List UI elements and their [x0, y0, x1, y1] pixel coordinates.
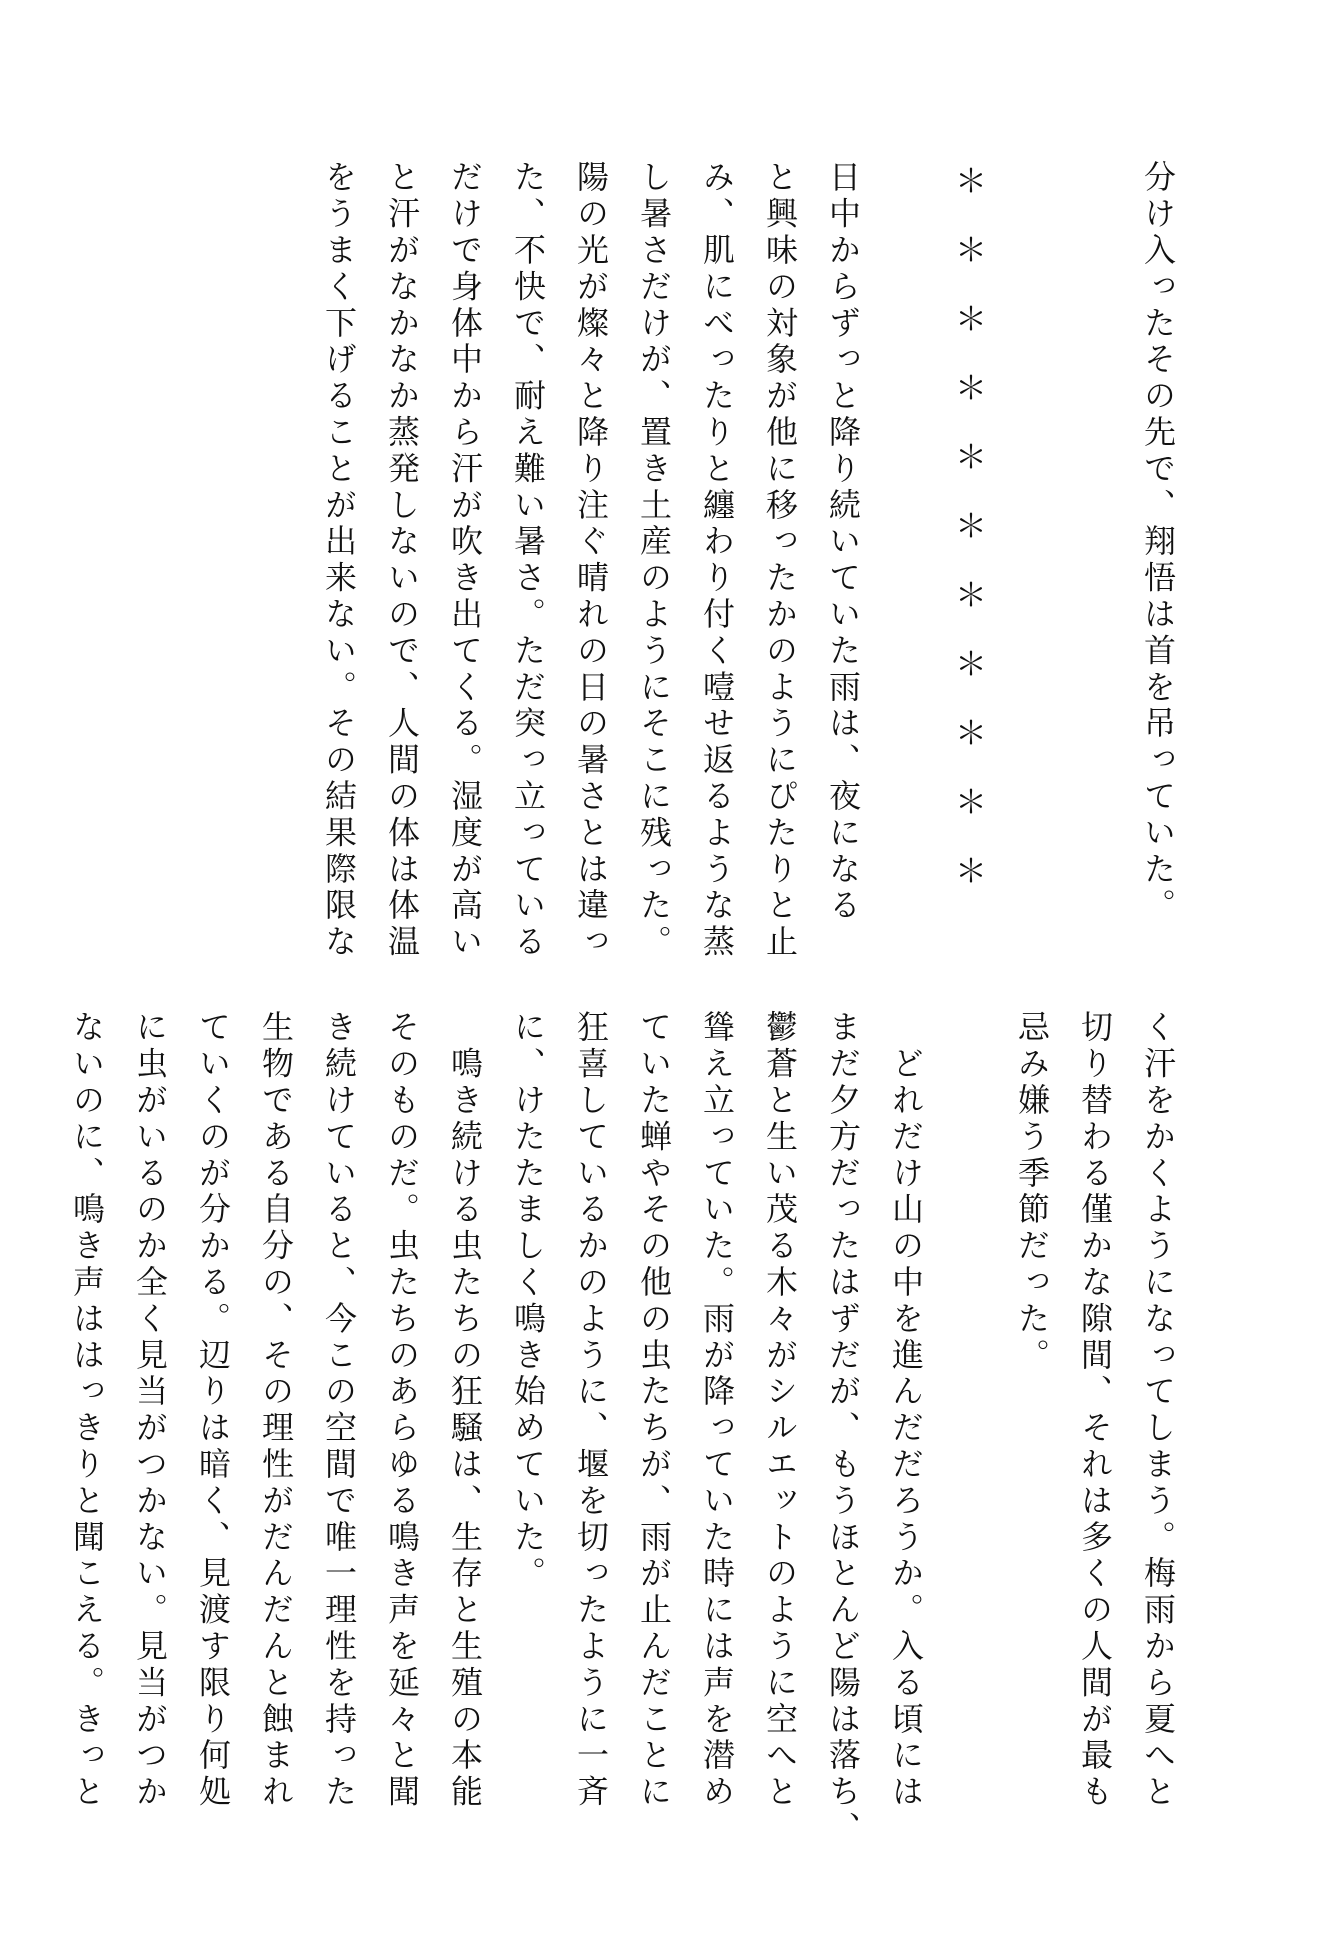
- text-column: ないのに、鳴き声ははっきりと聞こえる。きっと: [68, 1010, 106, 1811]
- text-column: ていた蝉やその他の虫たちが、雨が止んだことに: [635, 1010, 673, 1811]
- upper-text-band: [118, 160, 1177, 961]
- text-column: み、肌にべったりと纏わり付く噎せ返るような蒸: [698, 160, 736, 961]
- text-column: た、不快で、耐え難い暑さ。ただ突っ立っている: [509, 160, 547, 961]
- text-column: をうまく下げることが出来ない。その結果際限な: [320, 160, 358, 961]
- text-column: と汗がなかなか蒸発しないので、人間の体は体温: [383, 160, 421, 961]
- text-column: そのものだ。虫たちのあらゆる鳴き声を延々と聞: [383, 1010, 421, 1811]
- text-column: し暑さだけが、置き土産のようにそこに残った。: [635, 160, 673, 961]
- text-column: 切り替わる僅かな隙間、それは多くの人間が最も: [1076, 1010, 1114, 1811]
- text-column: 鳴き続ける虫たちの狂騒は、生存と生殖の本能: [446, 1010, 484, 1811]
- text-column: く汗をかくようになってしまう。梅雨から夏へと: [1139, 1010, 1177, 1811]
- text-column: 分け入ったその先で、翔悟は首を吊っていた。: [1139, 160, 1177, 925]
- text-column: 陽の光が燦々と降り注ぐ晴れの日の暑さとは違っ: [572, 160, 610, 961]
- text-column: き続けていると、今この空間で唯一理性を持った: [320, 1010, 358, 1811]
- text-column: だけで身体中から汗が吹き出てくる。湿度が高い: [446, 160, 484, 961]
- text-column: ていくのが分かる。辺りは暗く、見渡す限り何処: [194, 1010, 232, 1811]
- text-column: に虫がいるのか全く見当がつかない。見当がつか: [131, 1010, 169, 1811]
- text-column: 狂喜しているかのように、堰を切ったように一斉: [572, 1010, 610, 1811]
- text-column: 忌み嫌う季節だった。: [1013, 1010, 1051, 1374]
- text-column: まだ夕方だったはずだが、もうほとんど陽は落ち、: [824, 1010, 862, 1848]
- text-column: 聳え立っていた。雨が降っていた時には声を潜め: [698, 1010, 736, 1811]
- text-column: と興味の対象が他に移ったかのようにぴたりと止: [761, 160, 799, 961]
- scene-break-asterisks: ＊＊＊＊＊＊＊＊＊＊＊: [950, 164, 988, 923]
- text-column: 鬱蒼と生い茂る木々がシルエットのように空へと: [761, 1010, 799, 1811]
- text-column: 生物である自分の、その理性がだんだんと蝕まれ: [257, 1010, 295, 1811]
- lower-text-band: [68, 1010, 1177, 1848]
- text-column: 日中からずっと降り続いていた雨は、夜になる: [824, 160, 862, 925]
- text-column: どれだけ山の中を進んだだろうか。入る頃には: [887, 1010, 925, 1811]
- text-column: に、けたたましく鳴き始めていた。: [509, 1010, 547, 1593]
